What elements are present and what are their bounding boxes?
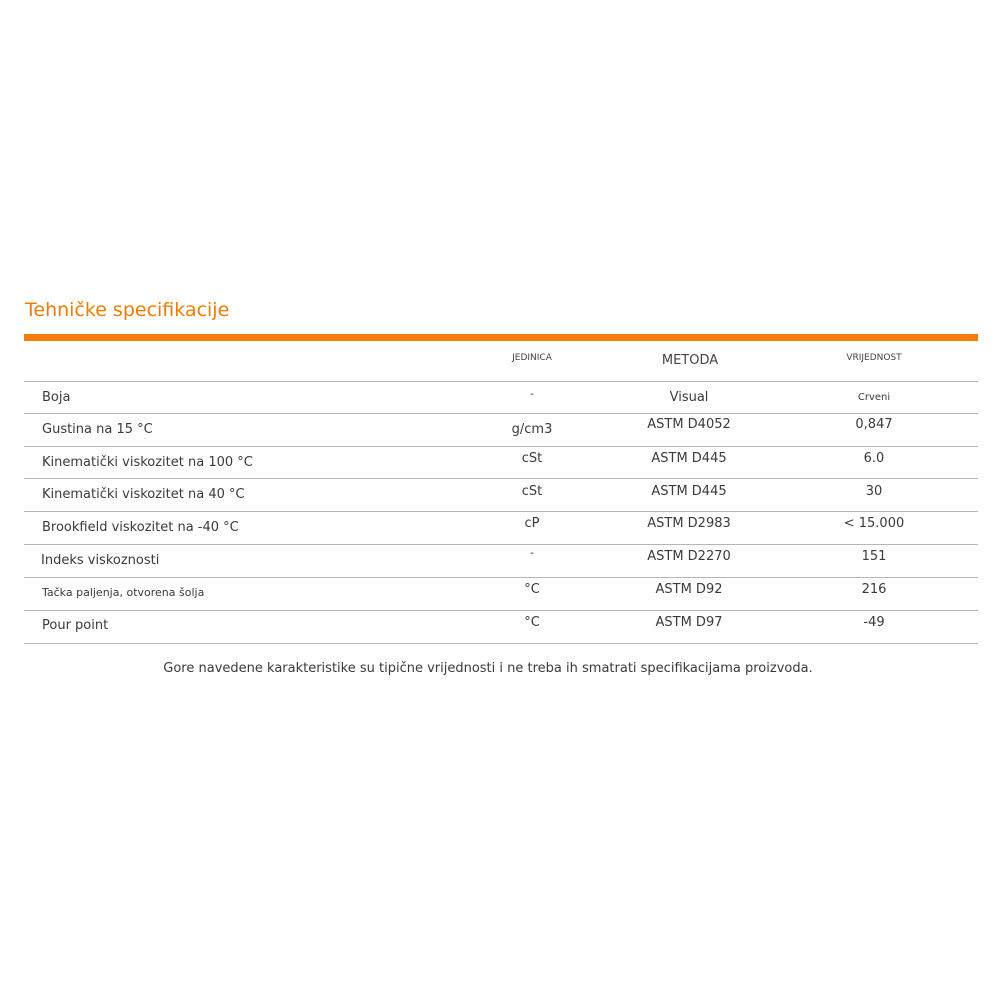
- row-divider: [24, 446, 978, 447]
- row-name: Kinematički viskozitet na 100 °C: [42, 455, 253, 470]
- section-title: Tehničke specifikacije: [25, 299, 230, 321]
- footnote: Gore navedene karakteristike su tipične vrijednosti i ne treba ih smatrati specifikacijama proizvoda.: [163, 661, 813, 676]
- table-row: [24, 617, 978, 649]
- table-row: [24, 546, 978, 583]
- row-divider: [24, 544, 978, 545]
- header-unit: JEDINICA: [512, 353, 552, 363]
- row-divider: [24, 577, 978, 578]
- row-method: ASTM D445: [651, 484, 727, 499]
- row-value: Crveni: [857, 392, 891, 403]
- row-value: 216: [861, 582, 887, 597]
- row-unit: cP: [524, 516, 540, 531]
- row-divider: [24, 511, 978, 512]
- row-method: ASTM D4052: [647, 417, 731, 432]
- row-method: ASTM D2983: [647, 516, 731, 531]
- header-method: METODA: [661, 353, 719, 368]
- row-unit: cSt: [521, 484, 543, 499]
- row-value: 151: [861, 549, 887, 564]
- row-value: 6.0: [863, 451, 885, 466]
- row-unit: -: [530, 546, 534, 559]
- header-value: VRIJEDNOST: [846, 353, 902, 363]
- row-unit: g/cm3: [511, 422, 553, 437]
- row-value: 0,847: [855, 417, 893, 432]
- row-method: ASTM D2270: [647, 549, 731, 564]
- row-unit: °C: [524, 615, 540, 630]
- row-divider: [24, 413, 978, 414]
- row-method: ASTM D92: [655, 582, 723, 597]
- row-name: Tačka paljenja, otvorena šolja: [42, 586, 205, 599]
- row-name: Brookfield viskozitet na -40 °C: [42, 520, 239, 535]
- table-row: [24, 453, 978, 485]
- row-unit: -: [530, 387, 534, 400]
- row-unit: °C: [524, 582, 540, 597]
- header-divider: [24, 381, 978, 382]
- row-name: Kinematički viskozitet na 40 °C: [42, 487, 245, 502]
- row-method: ASTM D445: [651, 451, 727, 466]
- table-row: [24, 584, 978, 616]
- row-value: -49: [863, 615, 885, 630]
- table-row: [24, 417, 978, 452]
- row-divider: [24, 478, 978, 479]
- table-row: [24, 485, 978, 517]
- row-name: Pour point: [42, 618, 109, 633]
- row-name: Boja: [42, 390, 71, 405]
- title-underline-bar: [24, 334, 978, 341]
- row-value: < 15.000: [843, 516, 905, 531]
- row-method: ASTM D97: [655, 615, 723, 630]
- table-bottom-rule: [24, 643, 978, 644]
- row-unit: cSt: [521, 451, 543, 466]
- row-value: 30: [865, 484, 883, 499]
- row-name: Indeks viskoznosti: [41, 553, 160, 568]
- row-divider: [24, 610, 978, 611]
- row-name: Gustina na 15 °C: [42, 422, 153, 437]
- row-method: Visual: [669, 390, 709, 405]
